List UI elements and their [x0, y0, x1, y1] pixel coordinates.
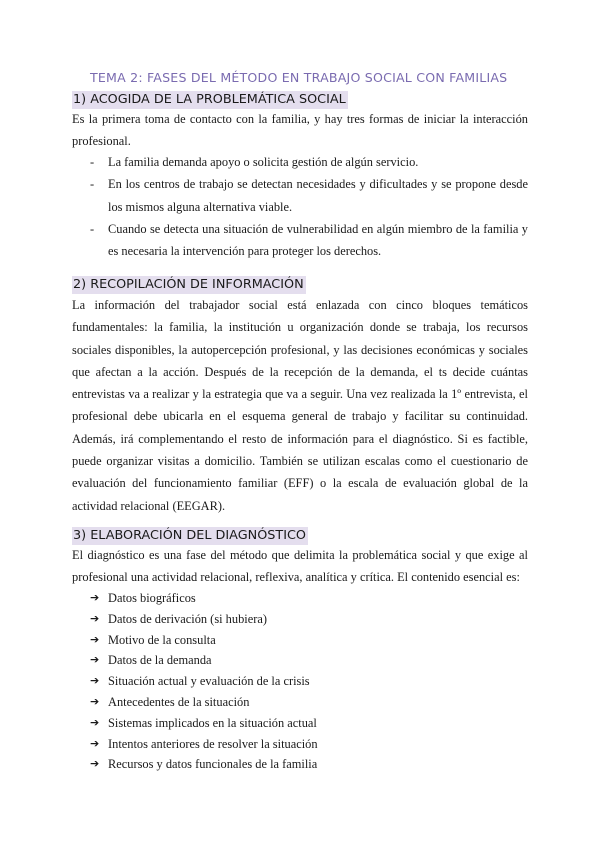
arrow-bullet-icon: ➔ [90, 611, 100, 625]
list-item: - Cuando se detecta una situación de vulnerabilidad en algún miembro de la familia y es necesaria la intervención para proteger los derechos. [72, 218, 528, 263]
section3-list [72, 588, 528, 775]
section-heading-acogida: 1) ACOGIDA DE LA PROBLEMÁTICA SOCIAL [73, 92, 346, 107]
dash-bullet: - [90, 155, 95, 169]
section3-intro: El diagnóstico es una fase del método que delimita la problemática social y que exige al profesional una actividad relacional, reflexiva, analítica y crítica. El contenido esencial es: [72, 548, 528, 585]
section-heading-diagnostico: 3) ELABORACIÓN DEL DIAGNÓSTICO [73, 528, 306, 543]
arrow-bullet-icon: ➔ [90, 757, 100, 771]
list-item: ➔ Situación actual y evaluación de la crisis [72, 671, 528, 692]
arrow-bullet-icon: ➔ [90, 694, 100, 708]
list-item: - En los centros de trabajo se detectan necesidades y dificultades y se propone desde los mismos alguna alternativa viable. [72, 173, 528, 218]
arrow-bullet-icon: ➔ [90, 653, 100, 667]
arrow-bullet-icon: ➔ [90, 736, 100, 750]
dash-bullet: - [90, 177, 95, 192]
section-heading-recopilacion: 2) RECOPILACIÓN DE INFORMACIÓN [73, 277, 304, 292]
dash-bullet: - [90, 221, 95, 236]
list-item: ➔ Recursos y datos funcionales de la familia [72, 754, 528, 775]
section2-body: La información del trabajador social está enlazada con cinco bloques temáticos fundamentales: la familia, la institución u organización donde se trabaja, los recursos sociales disponibles, la autopercepción profesional, y las decisiones económicas y sociales que afectan a la acción. Después de la recepción de la demanda, el ts decide cuántas entrevistas va a realizar y la estrategia que va a seguir. Una vez realizada la 1º entrevista, el profesional debe ubicarla en el esquema general de trabajo y facilitar su continuidad. Además, irá complementando el resto de información para el diagnóstico. Si es factible, puede organizar visitas a domicilio. También se utilizan escalas como el cuestionario de evaluación del funcionamiento familiar (EFF) o la escala de evaluación global de la actividad relacional (EEGAR). [72, 298, 528, 513]
section1-intro: Es la primera toma de contacto con la familia, y hay tres formas de iniciar la interacción profesional. [72, 112, 528, 149]
list-item: - La familia demanda apoyo o solicita gestión de algún servicio. [72, 151, 528, 173]
list-item: ➔ Sistemas implicados en la situación actual [72, 713, 528, 734]
section1-list [72, 151, 528, 262]
list-item: ➔ Intentos anteriores de resolver la situación [72, 734, 528, 755]
list-item: ➔ Datos de la demanda [72, 650, 528, 671]
list-item: ➔ Motivo de la consulta [72, 630, 528, 651]
arrow-bullet-icon: ➔ [90, 715, 100, 729]
arrow-bullet-icon: ➔ [90, 674, 100, 688]
list-item: ➔ Antecedentes de la situación [72, 692, 528, 713]
document-title: TEMA 2: FASES DEL MÉTODO EN TRABAJO SOCIAL CON FAMILIAS [90, 70, 508, 85]
list-item: ➔ Datos biográficos [72, 588, 528, 609]
arrow-bullet-icon: ➔ [90, 591, 100, 604]
arrow-bullet-icon: ➔ [90, 632, 100, 646]
list-item: ➔ Datos de derivación (si hubiera) [72, 609, 528, 630]
